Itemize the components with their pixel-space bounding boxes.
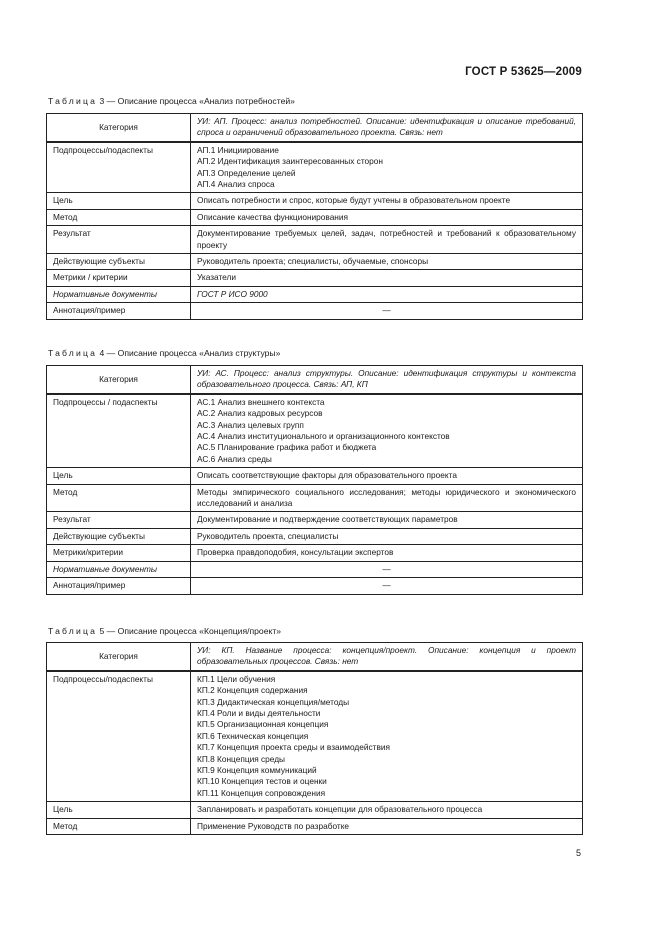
- row-value: Документирование и подтверждение соответствующих параметров: [191, 512, 583, 528]
- list-item: АС.1 Анализ внешнего контекста: [197, 396, 325, 407]
- table-row: [47, 643, 583, 671]
- table-row: [47, 193, 583, 209]
- table-row: [47, 468, 583, 484]
- caption-number: 3: [99, 96, 105, 106]
- table-row: [47, 671, 583, 802]
- caption-word: Таблица: [48, 626, 98, 636]
- list-item: АП.3 Определение целей: [197, 167, 296, 178]
- row-label: Метрики/критерии: [47, 545, 191, 561]
- row-label: Нормативные документы: [47, 286, 191, 302]
- row-value: Методы эмпирического социального исследования; методы юридического и экономического исследований и анализа: [191, 484, 583, 512]
- caption-text: — Описание процесса «Анализ потребностей»: [106, 96, 295, 106]
- row-value: ГОСТ Р ИСО 9000: [191, 286, 583, 302]
- list-item: КП.2 Концепция содержания: [197, 685, 308, 696]
- row-label: Подпроцессы / подаспекты: [47, 394, 191, 468]
- caption-number: 4: [99, 348, 105, 358]
- row-value: Руководитель проекта, специалисты: [191, 528, 583, 544]
- row-label: Аннотация/пример: [47, 303, 191, 319]
- row-value: —: [191, 578, 583, 594]
- caption-word: Таблица: [48, 96, 98, 106]
- category-label: Категория: [47, 114, 191, 142]
- row-label: Метод: [47, 209, 191, 225]
- list-item: КП.3 Дидактическая концепция/методы: [197, 696, 350, 707]
- row-value: —: [191, 303, 583, 319]
- list-item: АП.4 Анализ спроса: [197, 179, 275, 190]
- table-3-caption: [48, 96, 295, 106]
- category-label: Категория: [47, 366, 191, 394]
- table-4: [46, 365, 583, 595]
- list-item: КП.4 Роли и виды деятельности: [197, 708, 321, 719]
- list-item: КП.10 Концепция тестов и оценки: [197, 776, 327, 787]
- list-item: АП.2 Идентификация заинтересованных сторон: [197, 156, 383, 167]
- row-label: Цель: [47, 468, 191, 484]
- list-item: КП.1 Цели обучения: [197, 673, 276, 684]
- page-number: 5: [576, 848, 582, 858]
- category-value: УИ: АС. Процесс: анализ структуры. Описание: идентификация структуры и контекста образовательного процесса. Связь: АП, КП: [191, 366, 583, 394]
- row-value: —: [191, 561, 583, 577]
- table-row: [47, 818, 583, 834]
- list-item: АС.3 Анализ целевых групп: [197, 419, 304, 430]
- row-label: Подпроцессы/подаспекты: [47, 142, 191, 193]
- category-value: УИ: КП. Название процесса: концепция/проект. Описание: концепция и проект образовательных процессов. Связь: нет: [191, 643, 583, 671]
- row-label: Цель: [47, 802, 191, 818]
- list-item: АС.5 Планирование графика работ и бюджета: [197, 442, 377, 453]
- list-item: КП.8 Концепция среды: [197, 753, 286, 764]
- row-value: Руководитель проекта; специалисты, обучаемые, спонсоры: [191, 254, 583, 270]
- row-label: Метод: [47, 484, 191, 512]
- table-row: [47, 545, 583, 561]
- row-label: Цель: [47, 193, 191, 209]
- table-row: [47, 270, 583, 286]
- row-label: Действующие субъекты: [47, 254, 191, 270]
- subprocess-list: [191, 671, 583, 802]
- list-item: КП.7 Концепция проекта среды и взаимодействия: [197, 742, 391, 753]
- subprocess-list: [191, 142, 583, 193]
- table-row: [47, 209, 583, 225]
- table-row: [47, 303, 583, 319]
- table-row: [47, 512, 583, 528]
- row-label: Нормативные документы: [47, 561, 191, 577]
- list-item: АС.2 Анализ кадровых ресурсов: [197, 408, 323, 419]
- table-row: [47, 802, 583, 818]
- row-value: Описать потребности и спрос, которые будут учтены в образовательном проекте: [191, 193, 583, 209]
- list-item: АС.4 Анализ институционального и организационного контекстов: [197, 431, 450, 442]
- caption-word: Таблица: [48, 348, 98, 358]
- row-label: Результат: [47, 226, 191, 254]
- row-label: Подпроцессы/подаспекты: [47, 671, 191, 802]
- row-label: Аннотация/пример: [47, 578, 191, 594]
- table-row: [47, 484, 583, 512]
- table-4-caption: [48, 348, 280, 358]
- row-value: Описать соответствующие факторы для образовательного проекта: [191, 468, 583, 484]
- row-value: Описание качества функционирования: [191, 209, 583, 225]
- row-value: Документирование требуемых целей, задач, потребностей и требований к образовательному проекту: [191, 226, 583, 254]
- category-value: УИ: АП. Процесс: анализ потребностей. Описание: идентификация и описание требований, спроса и ограничений образовательного проекта. Связь: нет: [191, 114, 583, 142]
- list-item: КП.11 Концепция сопровождения: [197, 787, 326, 798]
- row-label: Результат: [47, 512, 191, 528]
- row-value: Запланировать и разработать концепции для образовательного процесса: [191, 802, 583, 818]
- table-row: [47, 114, 583, 142]
- table-row: [47, 578, 583, 594]
- table-row: [47, 254, 583, 270]
- list-item: АС.6 Анализ среды: [197, 453, 272, 464]
- list-item: КП.6 Техническая концепция: [197, 730, 309, 741]
- list-item: АП.1 Инициирование: [197, 144, 279, 155]
- row-label: Действующие субъекты: [47, 528, 191, 544]
- category-label: Категория: [47, 643, 191, 671]
- subprocess-list: [191, 394, 583, 468]
- table-row: [47, 528, 583, 544]
- caption-text: — Описание процесса «Анализ структуры»: [106, 348, 281, 358]
- row-value: Применение Руководств по разработке: [191, 818, 583, 834]
- list-item: КП.9 Концепция коммуникаций: [197, 765, 317, 776]
- row-value: Проверка правдоподобия, консультации экспертов: [191, 545, 583, 561]
- table-row: [47, 286, 583, 302]
- list-item: КП.5 Организационная концепция: [197, 719, 329, 730]
- table-row: [47, 561, 583, 577]
- row-label: Метрики / критерии: [47, 270, 191, 286]
- table-3: [46, 113, 583, 320]
- table-row: [47, 226, 583, 254]
- caption-text: — Описание процесса «Концепция/проект»: [106, 626, 282, 636]
- standard-header: ГОСТ Р 53625—2009: [465, 66, 582, 78]
- row-value: Указатели: [191, 270, 583, 286]
- table-row: [47, 394, 583, 468]
- table-row: [47, 142, 583, 193]
- caption-number: 5: [99, 626, 105, 636]
- table-5-caption: [48, 626, 281, 636]
- table-row: [47, 366, 583, 394]
- row-label: Метод: [47, 818, 191, 834]
- table-5: [46, 642, 583, 835]
